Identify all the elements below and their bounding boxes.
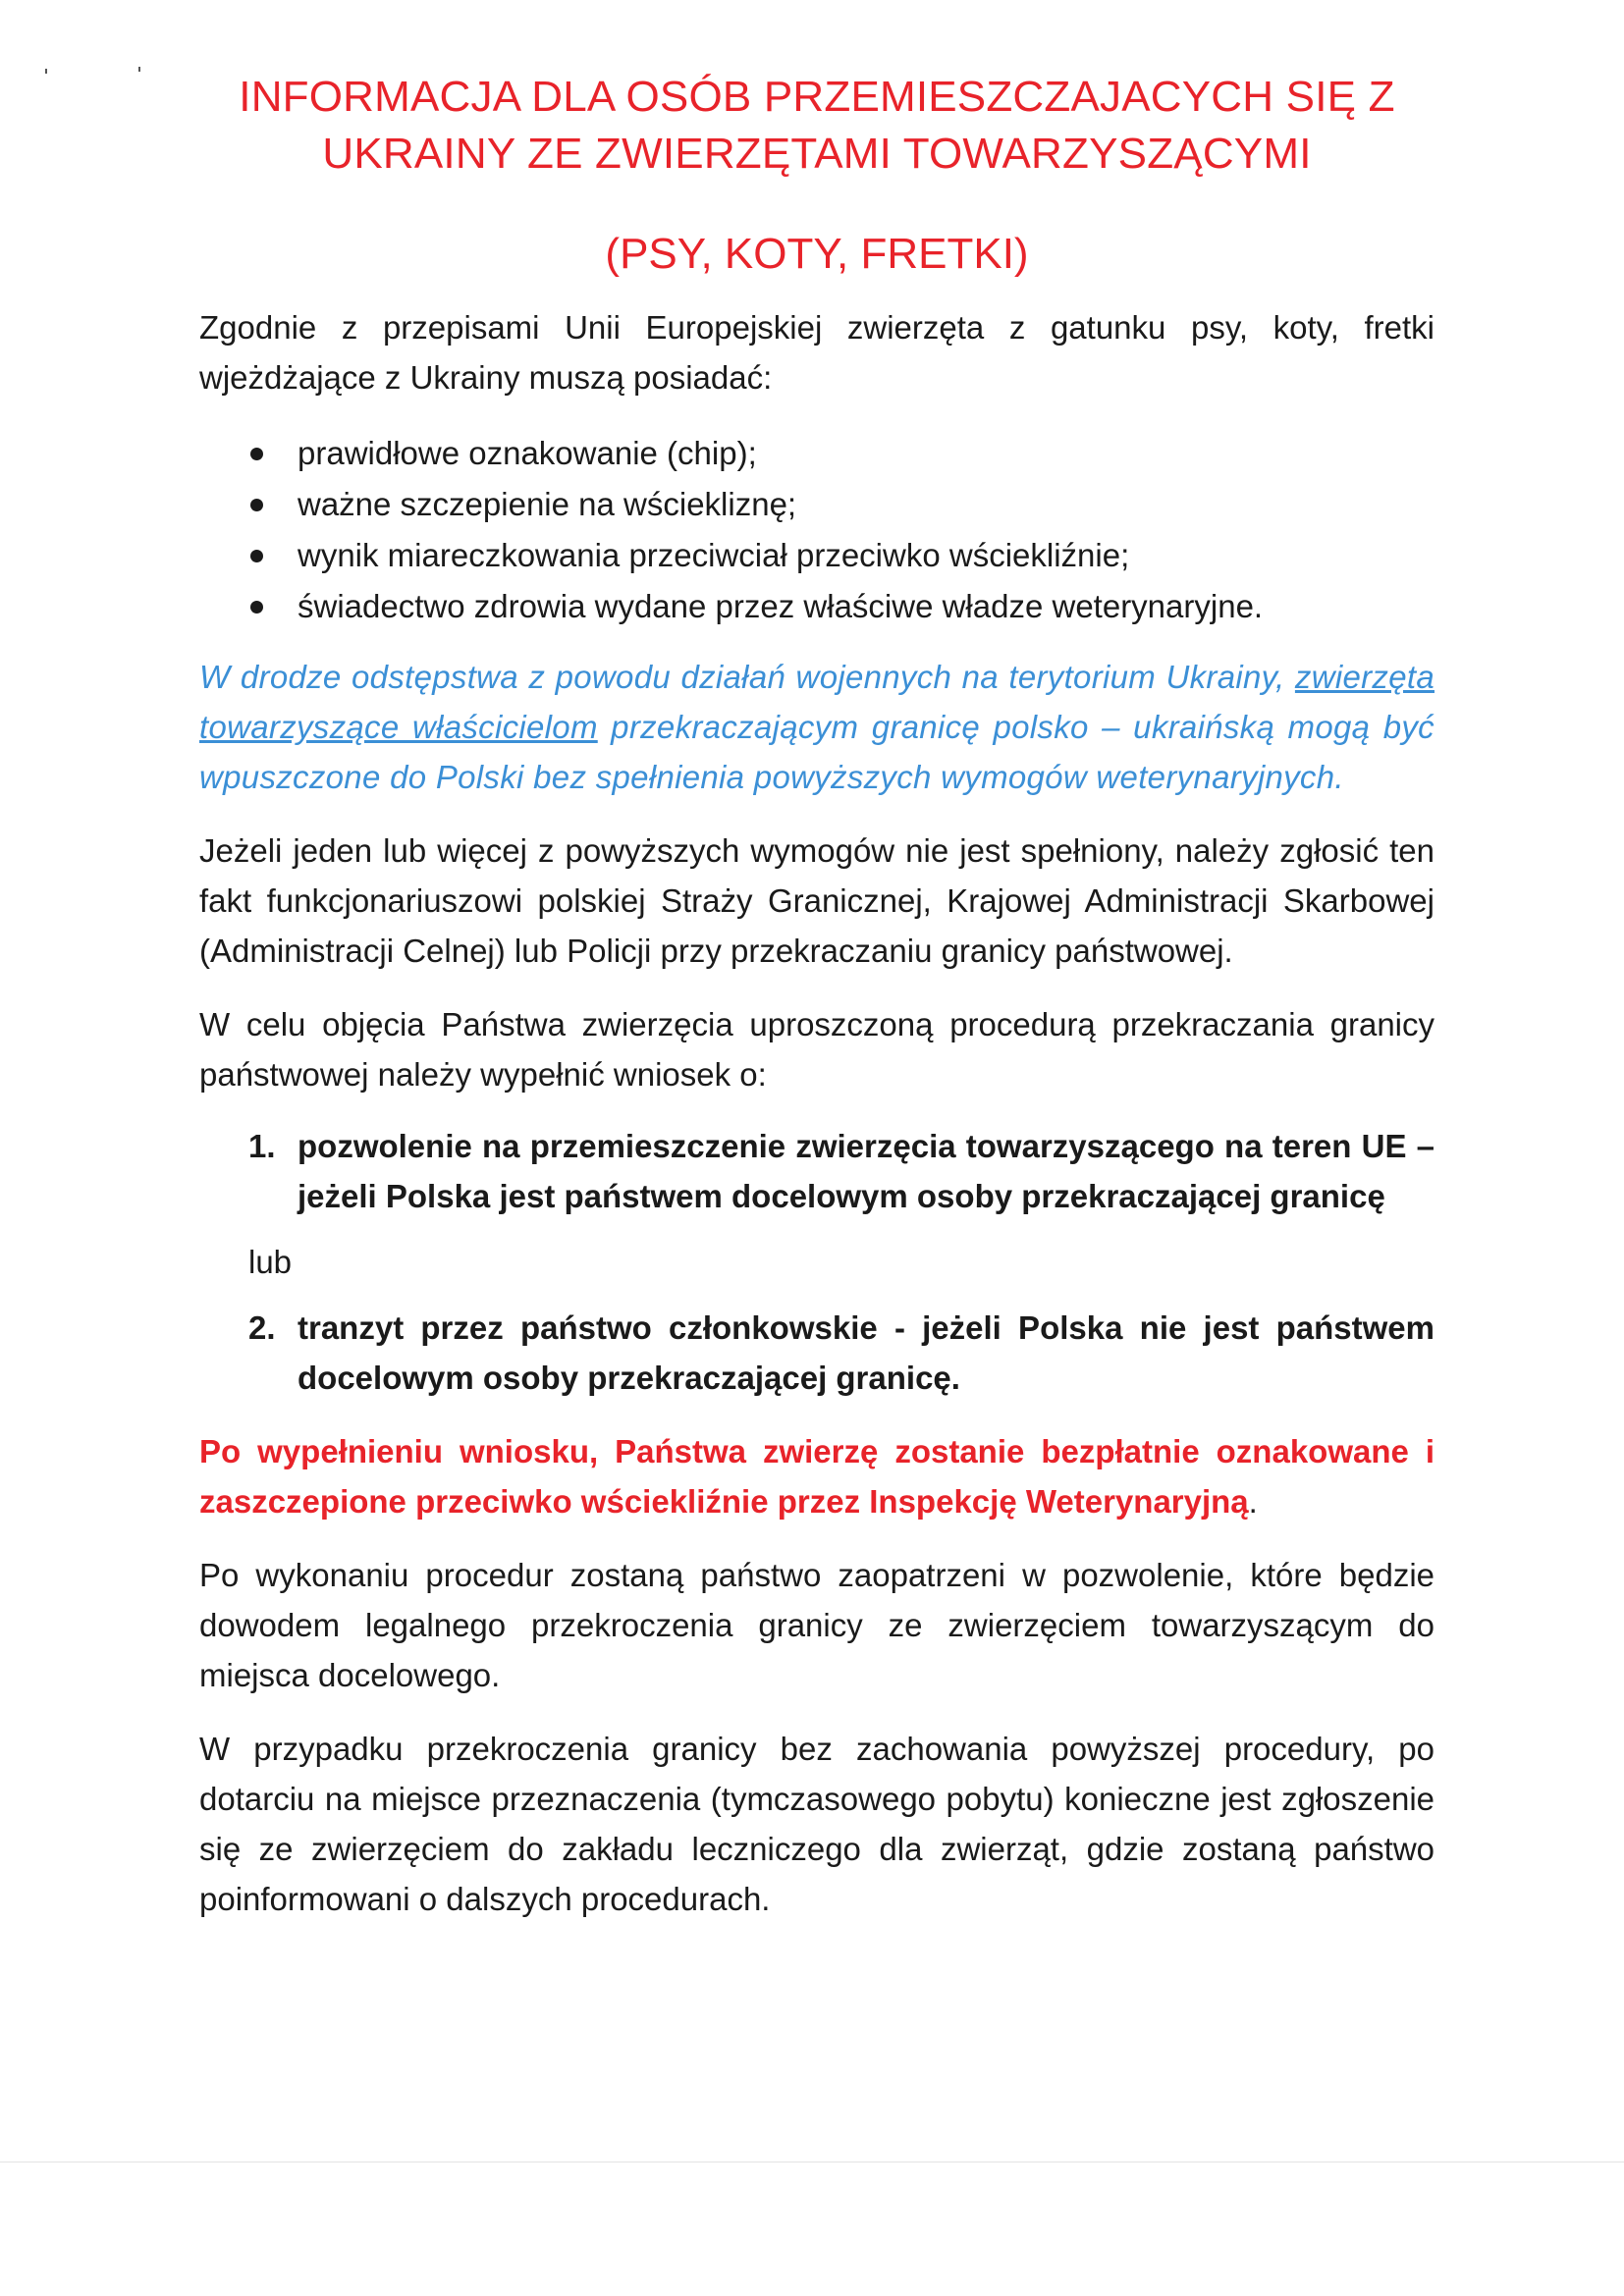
intro-paragraph: Zgodnie z przepisami Unii Europejskiej zwierzęta z gatunku psy, koty, fretki wjeżdżające z Ukrainy muszą posiadać:	[199, 309, 1435, 396]
document-title	[199, 69, 1435, 183]
application-text: tranzyt przez państwo członkowskie - jeżeli Polska nie jest państwem docelowym osoby przekraczającej granicę.	[298, 1309, 1435, 1396]
requirement-text: prawidłowe oznakowanie (chip);	[298, 435, 757, 471]
requirement-text: wynik miareczkowania przeciwciał przeciwko wściekliźnie;	[298, 537, 1130, 573]
requirement-item	[199, 530, 1435, 581]
free-service-period: .	[1248, 1483, 1258, 1520]
requirement-text: świadectwo zdrowia wydane przez właściwe władze weterynaryjne.	[298, 588, 1264, 624]
derogation-text-start: W drodze odstępstwa z powodu działań wojennych na terytorium Ukrainy,	[199, 659, 1295, 695]
application-number: 1.	[248, 1128, 276, 1164]
bullet-icon	[250, 448, 263, 460]
scan-speck	[45, 69, 47, 74]
document-subtitle: (PSY, KOTY, FRETKI)	[605, 230, 1029, 278]
free-service-text: Po wypełnieniu wniosku, Państwa zwierzę zostanie bezpłatnie oznakowane i zaszczepione przeciwko wściekliźnie przez Inspekcję Weterynaryjną	[199, 1433, 1435, 1520]
requirements-list	[199, 428, 1435, 632]
application-item	[199, 1303, 1435, 1403]
application-text: pozwolenie na przemieszczenie zwierzęcia towarzyszącego na teren UE – jeżeli Polska jest państwem docelowym osoby przekraczającej granicę	[298, 1128, 1435, 1214]
derogation-paragraph	[199, 652, 1435, 802]
title-line-2: UKRAINY ZE ZWIERZĘTAMI TOWARZYSZĄCYMI	[322, 130, 1312, 178]
or-label: lub	[248, 1244, 293, 1280]
requirement-text: ważne szczepienie na wściekliznę;	[298, 486, 797, 522]
procedure-intro-paragraph: W celu objęcia Państwa zwierzęcia uproszczoną procedurą przekraczania granicy państwowej należy wypełnić wniosek o:	[199, 1006, 1435, 1093]
application-number: 2.	[248, 1309, 276, 1346]
title-line-1: INFORMACJA DLA OSÓB PRZEMIESZCZAJACYCH SIĘ Z	[239, 73, 1395, 121]
bullet-icon	[250, 550, 263, 562]
requirement-item	[199, 479, 1435, 530]
requirement-item	[199, 581, 1435, 632]
permit-paragraph: Po wykonaniu procedur zostaną państwo zaopatrzeni w pozwolenie, które będzie dowodem legalnego przekroczenia granicy ze zwierzęciem towarzyszącym do miejsca docelowego.	[199, 1557, 1435, 1693]
without-procedure-paragraph: W przypadku przekroczenia granicy bez zachowania powyższej procedury, po dotarciu na miejsce przeznaczenia (tymczasowego pobytu) konieczne jest zgłoszenie się ze zwierzęciem do zakładu leczniczego dla zwierząt, gdzie zostaną państwo poinformowani o dalszych procedurach.	[199, 1731, 1435, 1917]
derogation-underlined-text: zwierzęta towarzyszące właścicielom	[199, 659, 1435, 745]
report-paragraph: Jeżeli jeden lub więcej z powyższych wymogów nie jest spełniony, należy zgłosić ten fakt funkcjonariuszowi polskiej Straży Granicznej, Krajowej Administracji Skarbowej (Administracji Celnej) lub Policji przy przekraczaniu granicy państwowej.	[199, 832, 1435, 969]
bullet-icon	[250, 601, 263, 614]
applications-list	[199, 1121, 1435, 1221]
free-service-paragraph	[199, 1426, 1435, 1526]
requirement-item	[199, 428, 1435, 479]
scan-divider-line	[0, 2162, 1624, 2163]
bullet-icon	[250, 499, 263, 511]
application-item	[199, 1121, 1435, 1221]
document-body	[199, 69, 1435, 1924]
derogation-text-end: przekraczającym granicę polsko – ukraińską mogą być wpuszczone do Polski bez spełnienia powyższych wymogów weterynaryjnych.	[199, 709, 1435, 795]
scan-speck	[138, 67, 140, 72]
applications-list-continued	[199, 1303, 1435, 1403]
